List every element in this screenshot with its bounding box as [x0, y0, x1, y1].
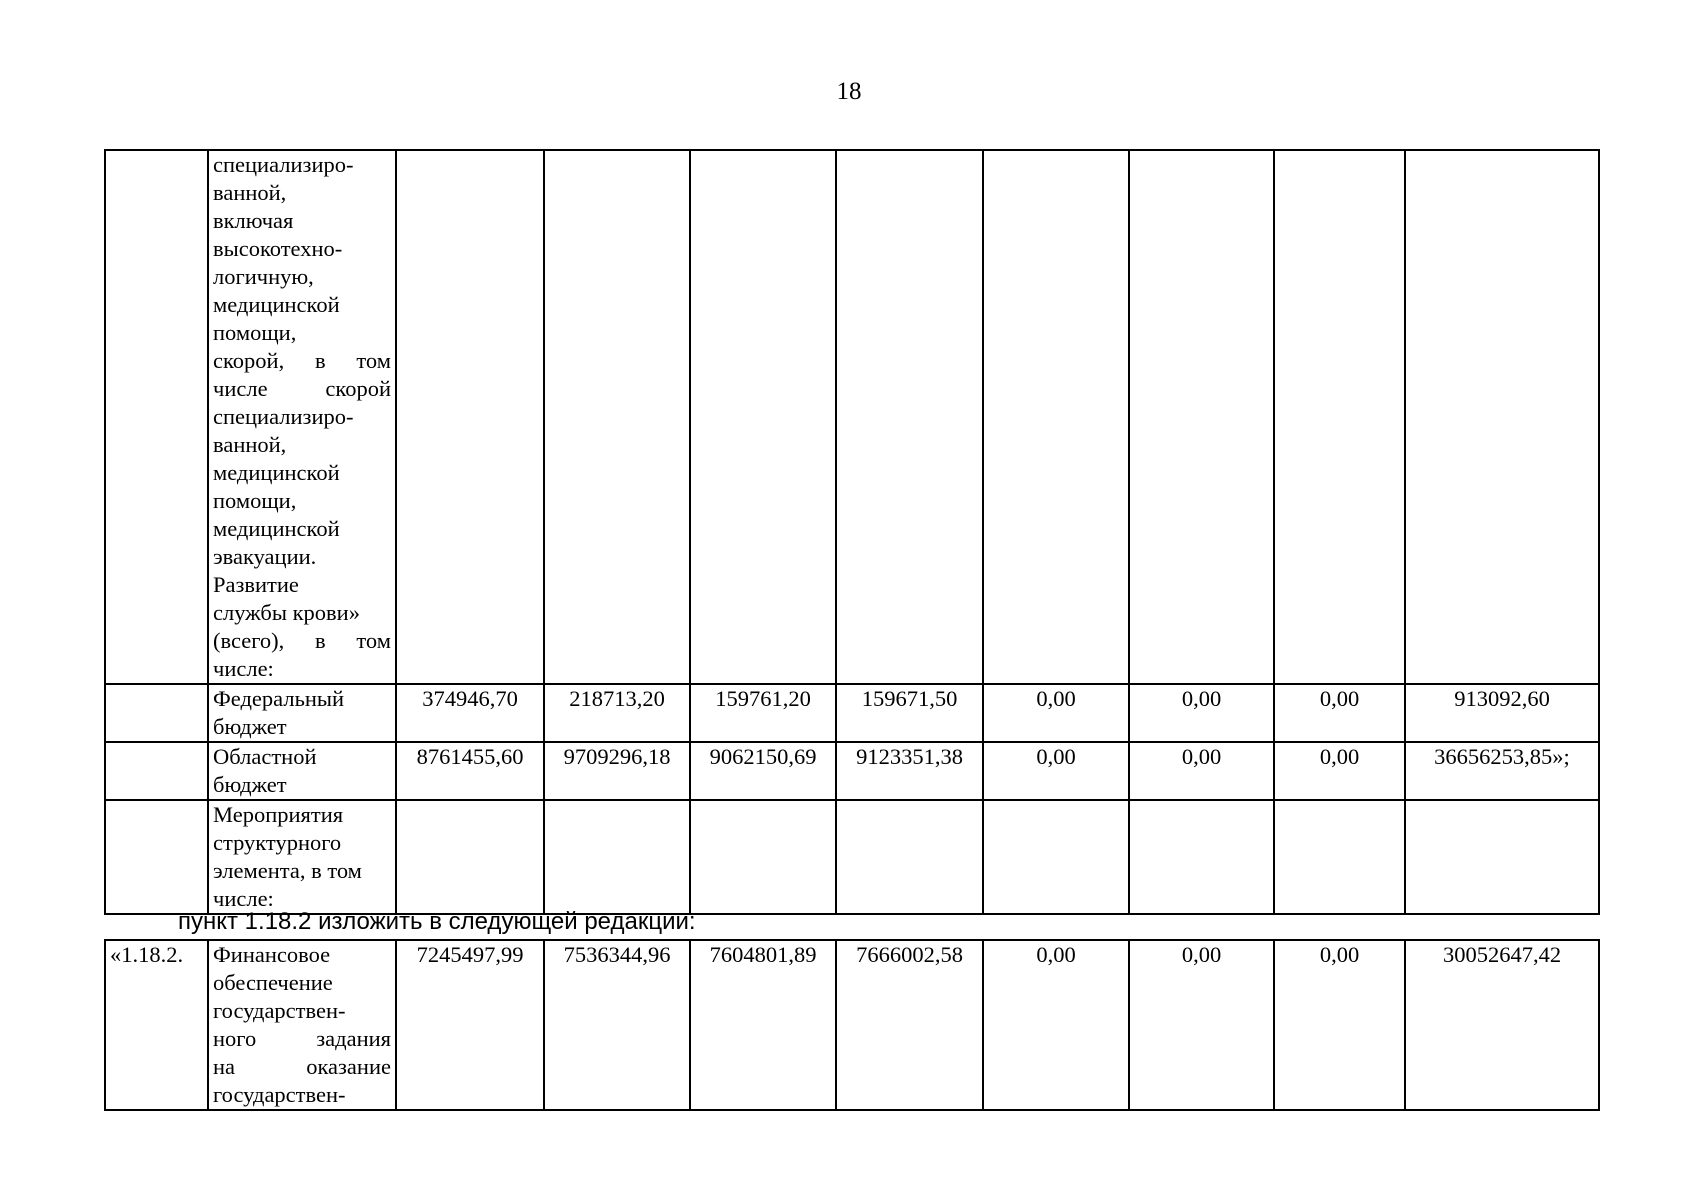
budget-table-item-1-18-2	[104, 939, 1600, 1111]
value-cell	[544, 800, 690, 914]
value-cell	[396, 150, 544, 684]
value-cell: 9062150,69	[690, 742, 836, 800]
value-cell	[544, 150, 690, 684]
table-row-regional-budget	[105, 742, 1599, 800]
value-cell: 0,00	[1129, 684, 1274, 742]
value-cell: 159761,20	[690, 684, 836, 742]
value-cell	[983, 800, 1129, 914]
value-cell	[1274, 800, 1405, 914]
value-cell: 374946,70	[396, 684, 544, 742]
value-cell	[1129, 150, 1274, 684]
number-cell	[105, 150, 208, 684]
value-cell	[690, 800, 836, 914]
value-cell: 0,00	[1274, 684, 1405, 742]
table-row	[105, 940, 1599, 1110]
number-cell	[105, 684, 208, 742]
value-cell: 0,00	[983, 940, 1129, 1110]
value-cell	[1274, 150, 1405, 684]
row-label: Федеральный бюджет	[208, 684, 396, 742]
total-cell: 30052647,42	[1405, 940, 1599, 1110]
row-label: Областной бюджет	[208, 742, 396, 800]
value-cell: 159671,50	[836, 684, 983, 742]
item-number-cell: «1.18.2.	[105, 940, 208, 1110]
value-cell: 7604801,89	[690, 940, 836, 1110]
total-cell: 913092,60	[1405, 684, 1599, 742]
program-description-cell: специализиро- ванной, включая высокотехно- логичную, медицинской помощи, скорой, в том числе скорой специализиро- ванной, медицинской помощи, медицинской эвакуации. Развитие службы крови» (всего), в том числе:	[208, 150, 396, 684]
value-cell: 7536344,96	[544, 940, 690, 1110]
value-cell: 8761455,60	[396, 742, 544, 800]
row-label: Финансовое обеспечение государствен- ного задания на оказание государствен-	[208, 940, 396, 1110]
amendment-instruction: пункт 1.18.2 изложить в следующей редакции:	[178, 908, 696, 935]
value-cell	[1405, 800, 1599, 914]
table-row-activities	[105, 800, 1599, 914]
value-cell	[396, 800, 544, 914]
value-cell: 0,00	[1129, 742, 1274, 800]
total-cell: 36656253,85»;	[1405, 742, 1599, 800]
value-cell	[1129, 800, 1274, 914]
value-cell: 0,00	[1274, 742, 1405, 800]
value-cell	[836, 150, 983, 684]
table-row-federal-budget	[105, 684, 1599, 742]
value-cell: 7245497,99	[396, 940, 544, 1110]
value-cell: 218713,20	[544, 684, 690, 742]
value-cell: 0,00	[1129, 940, 1274, 1110]
number-cell	[105, 742, 208, 800]
value-cell	[690, 150, 836, 684]
row-label: Мероприятия структурного элемента, в том числе:	[208, 800, 396, 914]
value-cell: 0,00	[1274, 940, 1405, 1110]
page-number: 18	[836, 78, 862, 105]
table-row	[105, 150, 1599, 684]
number-cell	[105, 800, 208, 914]
value-cell: 9709296,18	[544, 742, 690, 800]
value-cell: 0,00	[983, 684, 1129, 742]
value-cell: 7666002,58	[836, 940, 983, 1110]
value-cell	[836, 800, 983, 914]
value-cell: 9123351,38	[836, 742, 983, 800]
value-cell	[1405, 150, 1599, 684]
value-cell: 0,00	[983, 742, 1129, 800]
budget-table-continuation	[104, 149, 1600, 915]
value-cell	[983, 150, 1129, 684]
